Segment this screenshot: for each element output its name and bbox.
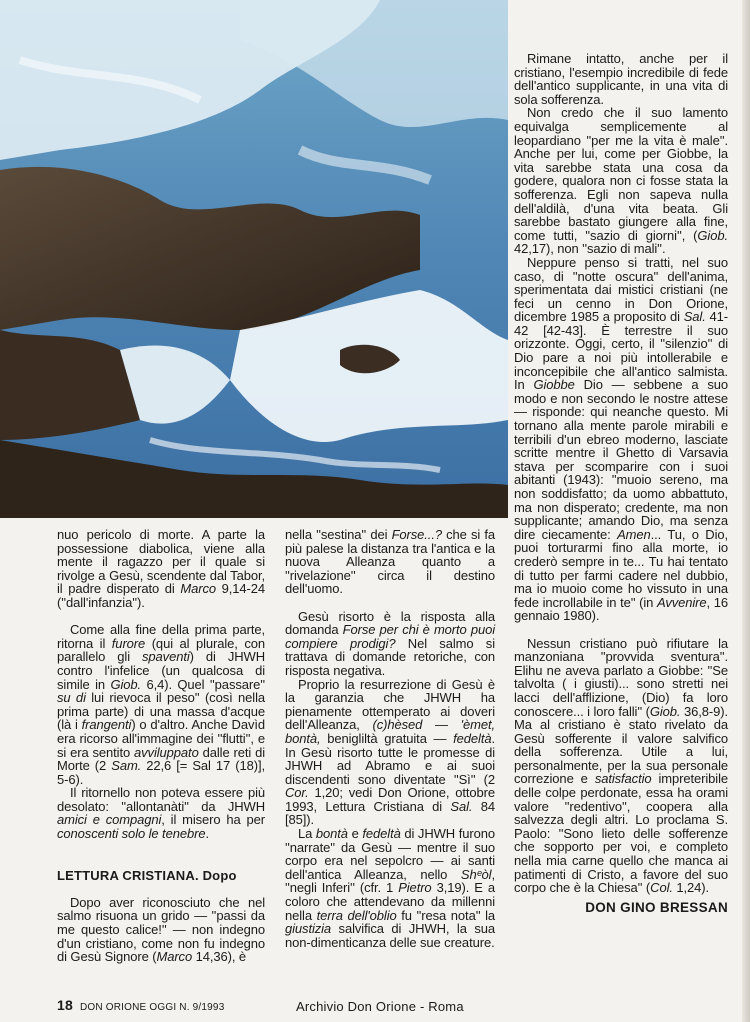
paragraph: Come alla fine della prima parte, ritorna il furore (qui al plurale, con parallelo gli spaventi) di JHWH contro l'infelice (un qualcosa di simile in Giob. 6,4). Quel ''passare'' su di lui rievoca il peso'' (così nella prima parte) di una massa d'acque (là i frangenti) o d'altro. Anche Davìd era ricorso all'immagine dei ''flutti'', e si era sentito avviluppato dalle reti di Morte (2 Sam. 22,6 [= Sal 17 (18)], 5-6). <box>57 622 265 787</box>
column-2 <box>285 528 495 949</box>
sea-waves-illustration <box>0 0 508 518</box>
page-footer <box>57 997 224 1013</box>
paragraph: Neppure penso si tratti, nel suo caso, di ''notte oscura'' dell'anima, sperimentata dai mistici cristiani (ne feci un cenno in Don Orione, dicembre 1985 a proposito di Sal. 41-42 [42-43]. È terrestre il suo orizzonte. Oggi, certo, il ''silenzio'' di Dio pare a noi più intollerabile e inconcepibile che all'antico salmista. In Giobbe Dio — sebbene a suo modo e non secondo le nostre attese — risponde: qui neanche questo. Mi tornano alla mente parole mirabili e terribili d'un ebreo moderno, lasciate scritte mentre il Ghetto di Varsavia stava per scomparire con i suoi abitanti (1943): ''muoio sereno, ma non soddisfatto; da uomo abbattuto, ma non disperato; credente, ma non supplicante; amando Dio, ma senza dire ciecamente: Amen... Tu, o Dio, puoi torturarmi fino alla morte, io crederò sempre in te... Tu hai tentato di tutto per farmi cadere nel dubbio, ma io muoio come ho vissuto in una fede incrollabile in te'' (in Avvenire, 16 gennaio 1980). <box>514 254 728 624</box>
paragraph: Nessun cristiano può rifiutare la manzoniana ''provvida sventura''. Elihu ne aveva parlato a Giobbe: ''Se talvolta ( i giusti)... sono stretti nei lacci dell'afflizione, (Dio) fa loro conoscere... i loro falli'' (Giob. 36,8-9). Ma al cristiano è stato rivelato da Gesù sofferente il valore salvifico della sofferenza. Utile a lui, personalmente, per la sua personale correzione e satisfactio impreteribile delle colpe perdonate, essa ha orami valore ''redentivo'', cooperа alla salvezza degli altri. Lo proclama S. Paolo: ''Sono lieto delle sofferenze che sopporto per voi, e completo nella mia carne quello che manca ai patimenti di Cristo, a favore del suo corpo che è la Chiesa'' (Col. 1,24). <box>514 635 729 896</box>
paragraph: nella ''sestina'' dei Forse...? che si fa più palese la distanza tra l'antica e la nuova Alleanza quanto a ''rivelazione'' circa il destino dell'uomo. <box>285 527 495 597</box>
paragraph: Rimane intatto, anche per il cristiano, l'esempio incredibile di fede dell'antico supplicante, in una vita di sola sofferenza. <box>514 51 728 107</box>
publication-info: DON ORIONE OGGI N. 9/1993 <box>79 1002 225 1013</box>
sea-waves-photo <box>0 0 508 518</box>
column-1 <box>57 528 265 964</box>
page-edge <box>742 0 750 1022</box>
paragraph: nuo pericolo di morte. A parte la possessione diabolica, viene alla mente il ragazzo per il quale si rivolge a Gesù, scendente dal Tabor, il padre disperato di Marco 9,14-24 (''dall'infanzia''). <box>57 527 266 610</box>
paragraph: Il ritornello non poteva essere più desolato: ''allontanàti'' da JHWH amici e compagni, il misero ha per conoscenti solo le tenebre. <box>57 785 265 842</box>
paragraph: Proprio la resurrezione di Gesù è la garanzia che JHWH ha pienamente ottemperato ai doveri dell'Alleanza, (c)hèsed — 'èmet, bontà, benigliltà gratuita — fedeltà. In Gesù risorto tutte le promesse di JHWH ad Abramo e ai suoi discendenti sono diventate ''Sì'' (2 Cor. 1,20; vedi Don Orione, ottobre 1993, Lettura Cristiana di Sal. 84 [85]). <box>285 676 495 828</box>
page-number: 18 <box>57 997 73 1013</box>
paragraph: La bontà e fedeltà di JHWH furono ''narrate'' da Gesù — mentre il suo corpo era nel sepolcro — ai santi dell'antica Alleanza, nello Shᵉòl, ''negli Inferi'' (cfr. 1 Pietro 3,19). E a coloro che attendevano da millenni nella terra dell'oblio fu ''resa nota'' la giustizia salvifica di JHWH, la sua non-dimenticanza delle sue creature. <box>285 826 495 950</box>
paragraph: Dopo aver riconosciuto che nel salmo risuona un grido — ''passi da me questo calice!'' — non indegno d'un cristiano, come non fu indegno di Gesù Signore (Marco 14,36), è <box>57 894 265 965</box>
section-heading: LETTURA CRISTIANA. Dopo <box>57 867 237 883</box>
author-signature: DON GINO BRESSAN <box>585 899 728 915</box>
column-3 <box>514 52 728 914</box>
archive-credit: Archivio Don Orione - Roma <box>296 999 464 1014</box>
paragraph: Gesù risorto è la risposta alla domanda Forse per chi è morto puoi compiere prodigi? Nel salmo si trattava di domande retoriche, con risposta negativa. <box>285 608 495 678</box>
paragraph: Non credo che il suo lamento equivalga semplicemente al leopardiano ''per me la vita è male''. Anche per lui, come per Giobbe, la vita sarebbe stata una cosa da godere, qualora non ci fosse stata la sofferenza. Egli non sapeva nulla dell'aldilà, d'una vita beata. Gli sarebbe bastato giungere alla fine, come tutti, ''sazio di giorni'', (Giob. 42,17), non ''sazio di mali''. <box>514 105 728 257</box>
